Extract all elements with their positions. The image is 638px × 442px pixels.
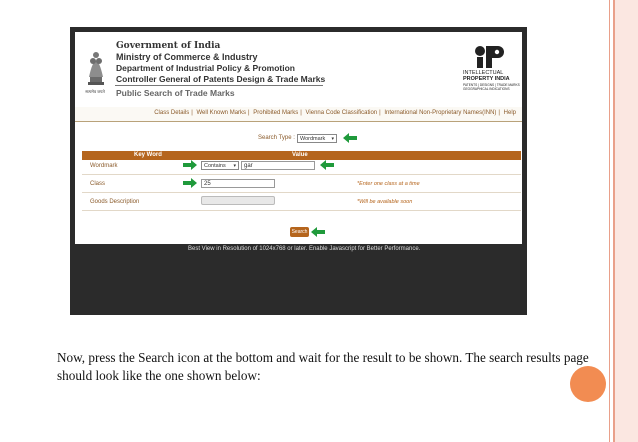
chevron-down-icon: ▾ (233, 163, 236, 169)
page-title: Public Search of Trade Marks (116, 88, 235, 98)
arrow-left-icon (320, 160, 334, 170)
arrow-left-icon (343, 133, 357, 143)
column-header-key-word: Key Word (134, 152, 162, 158)
decorative-circle (570, 366, 606, 402)
nav-separator: | (248, 110, 250, 116)
nav-bar (75, 107, 522, 122)
arrow-right-icon (183, 178, 197, 188)
nav-link-help[interactable]: Help (503, 110, 516, 116)
screenshot-frame (70, 27, 527, 315)
nav-link-class-details[interactable]: Class Details (154, 110, 190, 116)
search-type-value: Wordmark (300, 136, 326, 142)
goods-description-input (201, 196, 275, 205)
class-input[interactable]: 25 (201, 179, 275, 188)
department-title: Department of Industrial Policy & Promotion (116, 63, 295, 73)
row-label-wordmark: Wordmark (90, 163, 118, 169)
row-divider (82, 174, 521, 175)
nav-link-well-known-marks[interactable]: Well Known Marks (196, 110, 247, 116)
search-button[interactable]: Search (291, 229, 308, 235)
controller-title: Controller General of Patents Design & Trade Marks (116, 74, 326, 84)
nav-separator: | (300, 110, 302, 116)
ipi-text-4: GEOGRAPHICAL INDICATIONS (463, 87, 510, 91)
class-hint: *Enter one class at a time (357, 181, 420, 187)
site-header (75, 32, 522, 102)
wordmark-operator-value: Contains (204, 163, 226, 169)
ipi-text-2: PROPERTY INDIA (463, 76, 510, 82)
search-table-header (82, 151, 521, 160)
row-divider (82, 192, 521, 193)
nav-link-vienna-code[interactable]: Vienna Code Classification (305, 110, 378, 116)
nav-separator: | (498, 110, 500, 116)
arrow-right-icon (183, 160, 197, 170)
slide-side-band (615, 0, 638, 442)
nav-separator: | (191, 110, 193, 116)
row-label-goods-description: Goods Description (90, 199, 140, 205)
row-label-class: Class (90, 181, 106, 187)
nav-links (154, 110, 516, 116)
header-divider (115, 85, 323, 86)
ip-india-logo (463, 44, 520, 92)
emblem-caption: सत्यमेव जयते (85, 89, 105, 94)
footer-note: Best View in Resolution of 1024x768 or later. Enable Javascript for Better Performance. (188, 246, 421, 252)
row-divider (82, 210, 521, 211)
slide-caption: Now, press the Search icon at the bottom and wait for the result to be shown. The search results page should look like the one shown below: (57, 350, 589, 383)
wordmark-input[interactable]: gar (241, 161, 315, 170)
arrow-left-icon (311, 227, 325, 237)
ipi-text-1: INTELLECTUAL (463, 70, 504, 76)
slide-rule-line (609, 0, 610, 442)
wordmark-operator-select[interactable] (201, 161, 239, 170)
chevron-down-icon: ▾ (331, 136, 334, 142)
column-header-value: Value (292, 152, 308, 158)
nav-separator: | (379, 110, 381, 116)
ministry-title: Ministry of Commerce & Industry (116, 52, 258, 62)
nav-link-prohibited-marks[interactable]: Prohibited Marks (253, 110, 299, 116)
nav-link-inn[interactable]: International Non-Proprietary Names(INN) (384, 110, 497, 116)
ipi-text-3: PATENTS | DESIGNS | TRADE MARKS (463, 83, 520, 87)
govt-title: Government of India (116, 41, 221, 51)
goods-description-hint: *Will be available soon (357, 199, 413, 205)
search-type-label: Search Type : (258, 135, 295, 141)
ip-india-logo-icon (471, 44, 505, 68)
search-type-select[interactable] (297, 134, 337, 143)
search-page (75, 32, 522, 244)
